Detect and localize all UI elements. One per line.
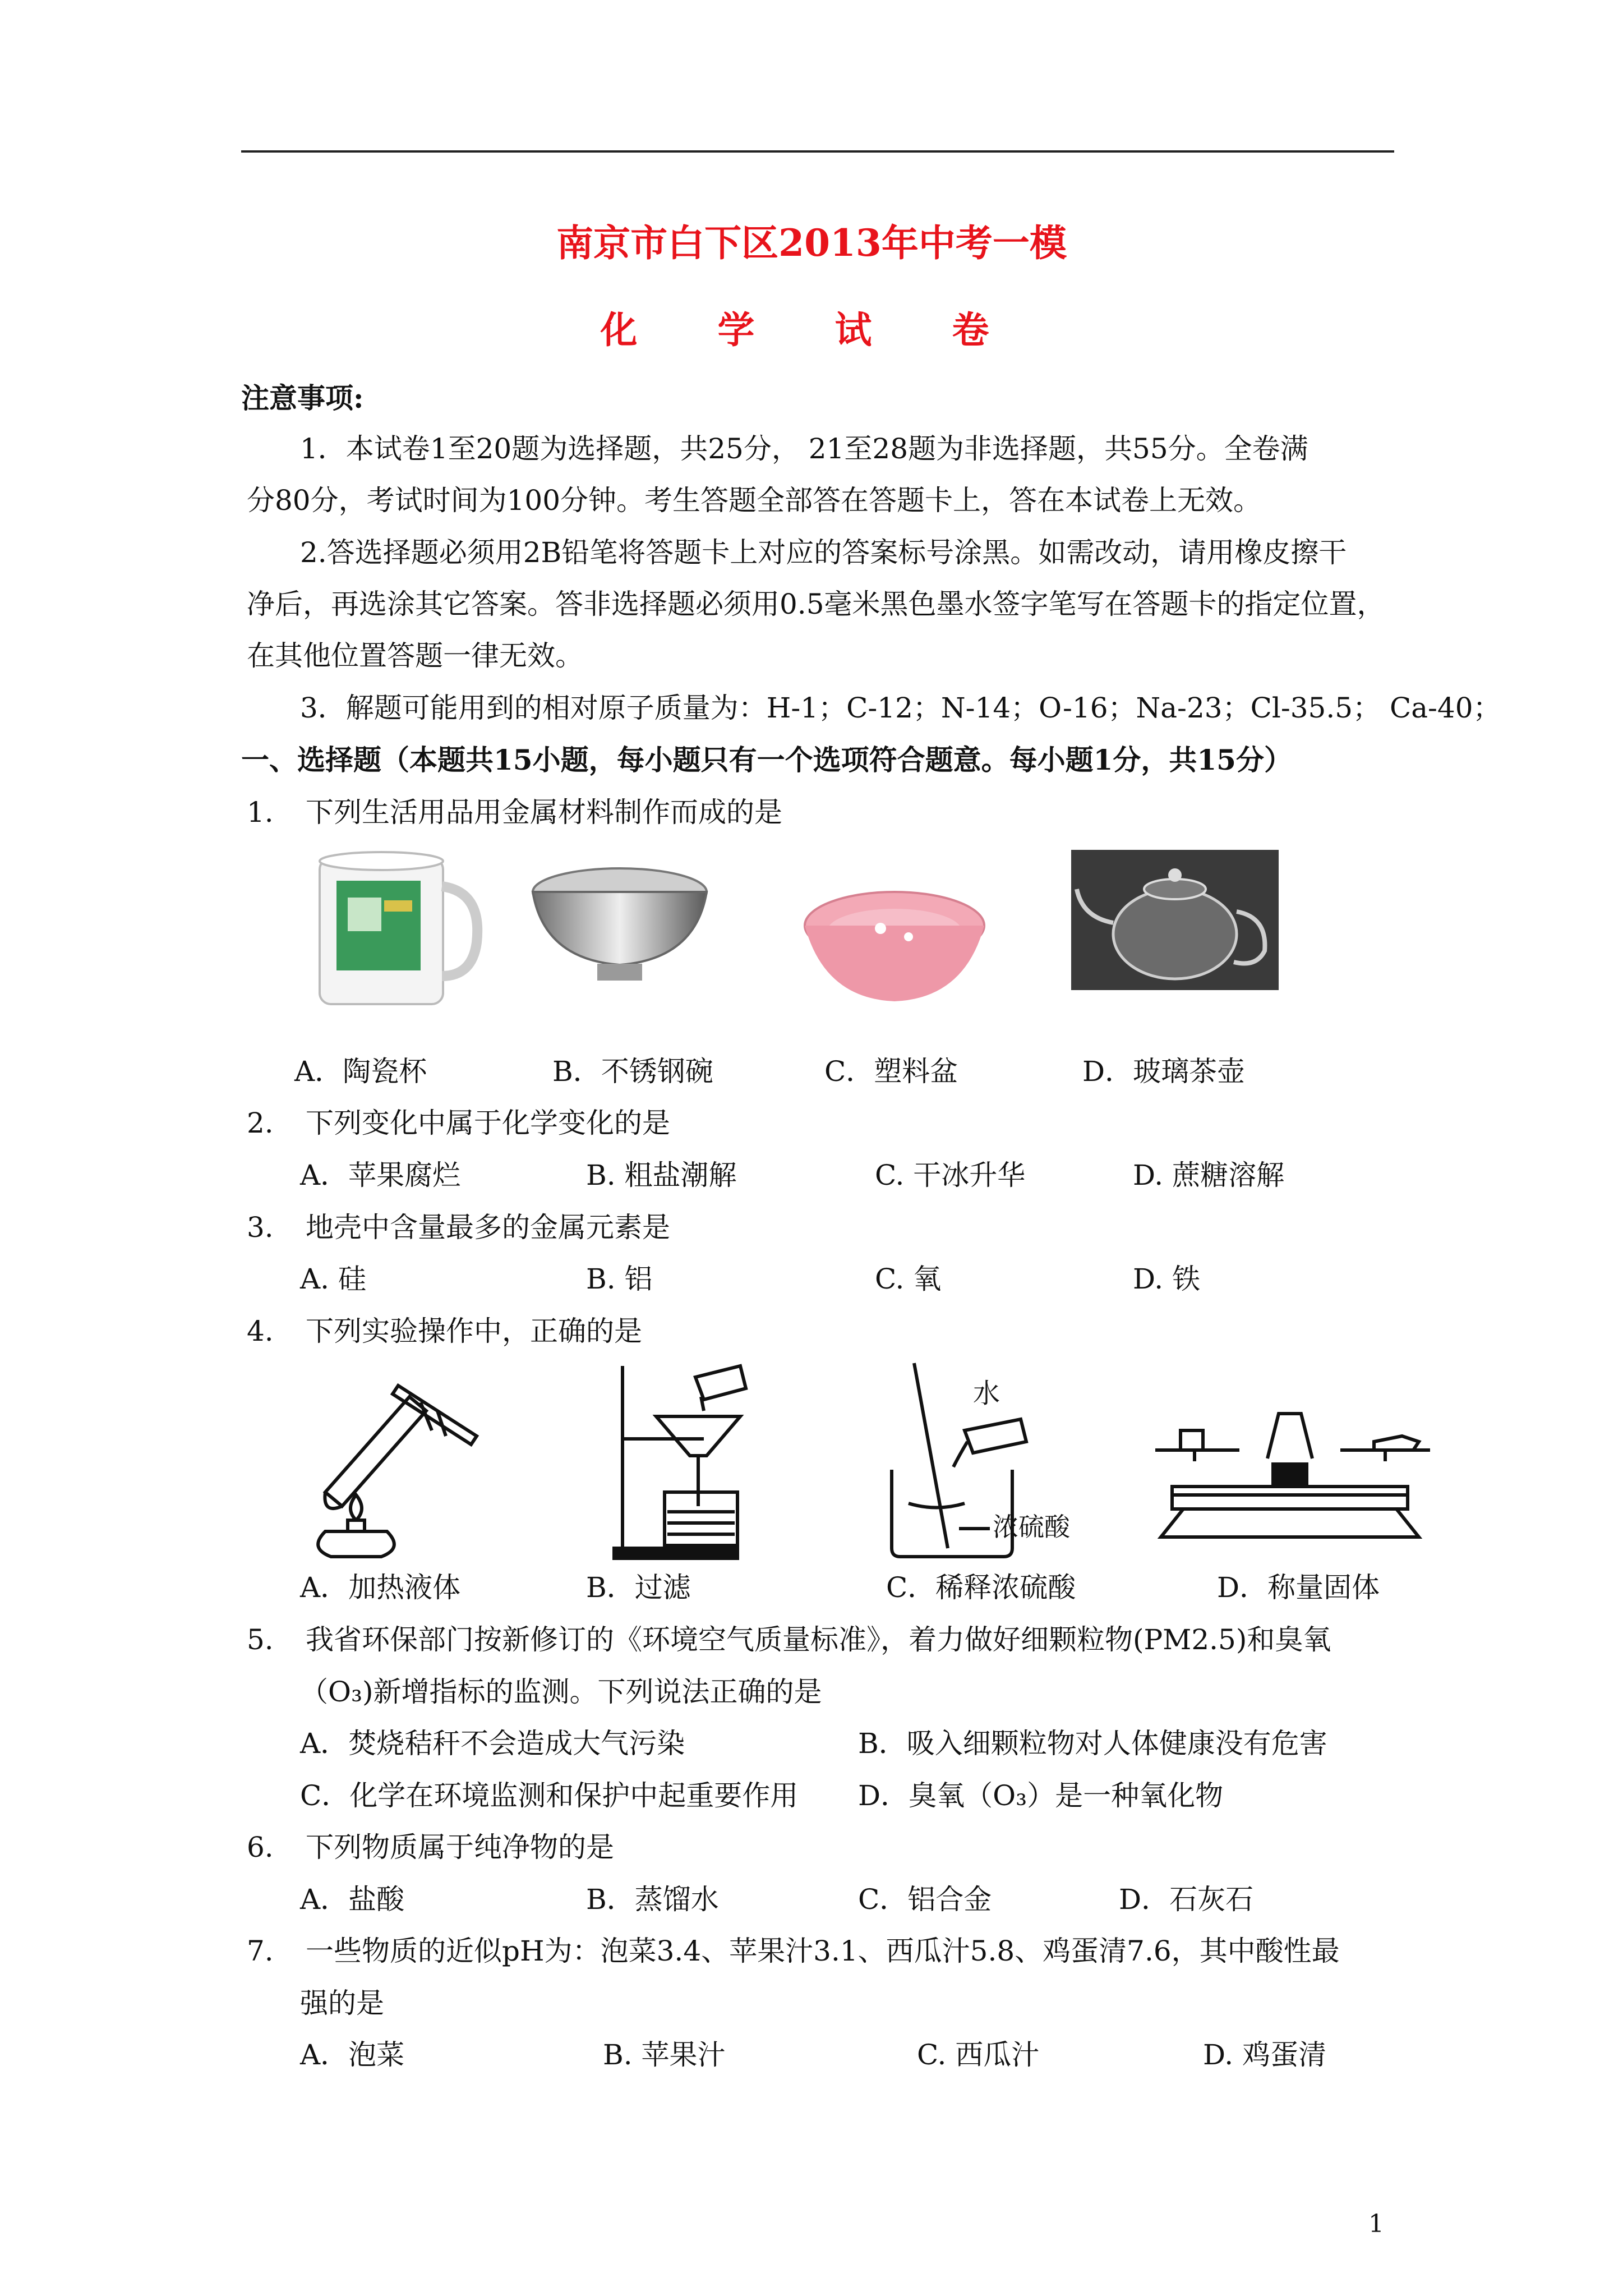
q7-option-c: C. 西瓜汁 <box>917 2039 1040 2071</box>
plastic-basin-image <box>802 886 987 1004</box>
note-1b: 分80分，考试时间为100分钟。考生答题全部答在答题卡上，答在本试卷上无效。 <box>247 484 1262 517</box>
q4-option-b: B．过滤 <box>586 1571 691 1604</box>
q6-option-c: C．铝合金 <box>858 1883 992 1916</box>
q7-option-a: A．泡菜 <box>300 2039 405 2071</box>
ceramic-cup-image <box>314 847 488 1015</box>
q7-number: 7. <box>247 1935 274 1967</box>
q1-option-b: B．不锈钢碗 <box>552 1055 713 1088</box>
q2-option-c: C. 干冰升华 <box>875 1159 1026 1191</box>
q3-option-b: B. 铝 <box>586 1263 653 1295</box>
note-2a: 2.答选择题必须用2B铅笔将答题卡上对应的答案标号涂黑。如需改动，请用橡皮擦干 <box>300 536 1347 569</box>
page-title: 南京市白下区2013年中考一模 <box>556 221 1067 265</box>
q1-option-c: C．塑料盆 <box>824 1055 958 1088</box>
q4-option-a: A．加热液体 <box>300 1571 461 1604</box>
q1-stem: 下列生活用品用金属材料制作而成的是 <box>306 796 782 829</box>
q5-stem: 我省环保部门按新修订的《环境空气质量标准》，着力做好细颗粒物(PM2.5)和臭氧 <box>306 1623 1331 1656</box>
q1-option-d: D．玻璃茶壶 <box>1082 1055 1246 1088</box>
q5-option-b: B．吸入细颗粒物对人体健康没有危害 <box>858 1727 1327 1760</box>
q1-option-a: A．陶瓷杯 <box>294 1055 427 1088</box>
q2-option-d: D. 蔗糖溶解 <box>1133 1159 1285 1191</box>
q3-stem: 地壳中含量最多的金属元素是 <box>306 1211 670 1244</box>
note-1a: 1．本试卷1至20题为选择题，共25分， 21至28题为非选择题，共55分。全卷满 <box>300 432 1308 465</box>
q3-option-a: A. 硅 <box>300 1263 366 1295</box>
q2-option-b: B. 粗盐潮解 <box>586 1159 737 1191</box>
heating-liquid-diagram <box>292 1363 510 1559</box>
q4-option-d: D．称量固体 <box>1217 1571 1380 1604</box>
q4-option-c: C．稀释浓硫酸 <box>886 1571 1076 1604</box>
q7-stem: 一些物质的近似pH为：泡菜3.4、苹果汁3.1、西瓜汁5.8、鸡蛋清7.6，其中酸性最 <box>306 1935 1340 1967</box>
q7-stem-2: 强的是 <box>300 1987 384 2019</box>
acid-label: 浓硫酸 <box>993 1512 1070 1542</box>
q2-option-a: A．苹果腐烂 <box>300 1159 461 1191</box>
q5-stem-2: （O₃)新增指标的监测。下列说法正确的是 <box>300 1676 822 1708</box>
q4-stem: 下列实验操作中，正确的是 <box>306 1315 642 1347</box>
q3-option-d: D. 铁 <box>1133 1263 1201 1295</box>
q6-option-d: D．石灰石 <box>1119 1883 1254 1916</box>
q1-number: 1. <box>247 796 274 829</box>
balance-diagram <box>1150 1408 1441 1548</box>
q6-number: 6. <box>247 1831 274 1864</box>
q6-option-a: A．盐酸 <box>300 1883 405 1916</box>
q4-number: 4. <box>247 1315 274 1347</box>
q5-option-c: C．化学在环境监测和保护中起重要作用 <box>300 1779 799 1812</box>
q6-stem: 下列物质属于纯净物的是 <box>306 1831 614 1864</box>
q5-number: 5. <box>247 1623 274 1656</box>
steel-bowl-image <box>527 864 712 993</box>
q2-number: 2. <box>247 1107 274 1139</box>
note-2b: 净后，再选涂其它答案。答非选择题必须用0.5毫米黑色墨水签字笔写在答题卡的指定位置， <box>247 588 1385 620</box>
q3-option-c: C. 氧 <box>875 1263 942 1295</box>
page-subtitle: 化 学 试 卷 <box>600 308 1023 352</box>
note-2c: 在其他位置答题一律无效。 <box>247 639 583 672</box>
q2-stem: 下列变化中属于化学变化的是 <box>306 1107 670 1139</box>
q6-option-b: B．蒸馏水 <box>586 1883 719 1916</box>
q5-option-a: A．焚烧秸秆不会造成大气污染 <box>300 1727 685 1760</box>
filtration-diagram <box>606 1360 791 1562</box>
notes-heading: 注意事项: <box>241 381 364 415</box>
water-label: 水 <box>973 1378 1000 1409</box>
q3-number: 3. <box>247 1211 274 1244</box>
dilute-acid-diagram <box>875 1358 1077 1565</box>
glass-teapot-image <box>1071 850 1279 990</box>
page-number: 1 <box>1368 2210 1384 2238</box>
section-heading: 一、选择题（本题共15小题，每小题只有一个选项符合题意。每小题1分，共15分） <box>241 743 1292 776</box>
q7-option-d: D. 鸡蛋清 <box>1203 2039 1327 2071</box>
q5-option-d: D．臭氧（O₃）是一种氧化物 <box>858 1779 1224 1812</box>
note-3: 3．解题可能用到的相对原子质量为：H-1；C-12；N-14；O-16；Na-23；Cl-35.5； Ca-40； <box>300 692 1501 724</box>
q7-option-b: B. 苹果汁 <box>603 2039 726 2071</box>
top-rule <box>241 150 1394 153</box>
